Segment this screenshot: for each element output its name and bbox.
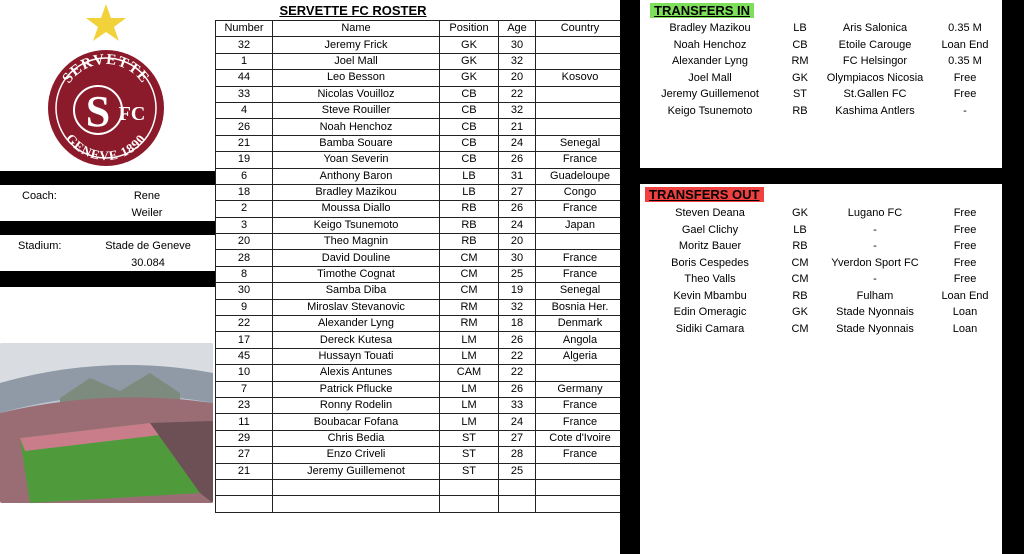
cell-name: Keigo Tsunemoto bbox=[273, 217, 440, 233]
cell-number: 10 bbox=[216, 365, 273, 381]
coach-last-name: Weiler bbox=[131, 207, 163, 219]
cell-name: Moussa Diallo bbox=[273, 201, 440, 217]
transfer-fee: Free bbox=[953, 256, 977, 269]
transfer-fee: 0.35 M bbox=[948, 55, 982, 67]
cell-number: 18 bbox=[216, 184, 273, 200]
cell-country bbox=[536, 365, 625, 381]
cell-age: 30 bbox=[499, 250, 536, 266]
cell-name: Chris Bedia bbox=[273, 430, 440, 446]
cell-age: 30 bbox=[499, 37, 536, 53]
coach-label: Coach: bbox=[22, 190, 57, 202]
table-row bbox=[216, 381, 625, 397]
cell-name bbox=[273, 479, 440, 495]
cell-position bbox=[440, 479, 499, 495]
cell-age: 22 bbox=[499, 365, 536, 381]
cell-position: GK bbox=[440, 53, 499, 69]
divider bbox=[0, 221, 215, 235]
cell-name: Leo Besson bbox=[273, 70, 440, 86]
cell-position: RM bbox=[440, 316, 499, 332]
roster-title: SERVETTE FC ROSTER bbox=[279, 3, 427, 18]
cell-name: Anthony Baron bbox=[273, 168, 440, 184]
cell-country: Guadeloupe bbox=[536, 168, 625, 184]
cell-number: 3 bbox=[216, 217, 273, 233]
transfer-club: St.Gallen FC bbox=[843, 88, 907, 100]
cell-age: 33 bbox=[499, 397, 536, 413]
cell-country: France bbox=[536, 414, 625, 430]
cell-number: 21 bbox=[216, 135, 273, 151]
transfer-fee: Free bbox=[953, 207, 977, 219]
cell-age: 31 bbox=[499, 168, 536, 184]
cell-name: Alexander Lyng bbox=[273, 316, 440, 332]
transfer-club: Stade Nyonnais bbox=[836, 306, 914, 318]
transfer-club: - bbox=[873, 223, 877, 236]
transfer-player: Edin Omeragic bbox=[673, 306, 747, 318]
table-row bbox=[216, 496, 625, 512]
cell-number: 28 bbox=[216, 250, 273, 266]
list-item bbox=[640, 86, 1000, 103]
transfer-player: Sidiki Camara bbox=[675, 322, 745, 335]
cell-number: 21 bbox=[216, 463, 273, 479]
transfer-fee: Free bbox=[953, 240, 977, 252]
cell-position: ST bbox=[440, 430, 499, 446]
cell-position: LB bbox=[440, 168, 499, 184]
table-row bbox=[216, 201, 625, 217]
cell-name: Hussayn Touati bbox=[273, 348, 440, 364]
cell-position: CM bbox=[440, 266, 499, 282]
list-item bbox=[640, 103, 1000, 120]
table-row bbox=[216, 135, 625, 151]
cell-country bbox=[536, 37, 625, 53]
cell-number: 9 bbox=[216, 299, 273, 315]
divider bbox=[0, 171, 215, 185]
cell-number: 17 bbox=[216, 332, 273, 348]
cell-country: Congo bbox=[536, 184, 625, 200]
cell-number: 30 bbox=[216, 283, 273, 299]
cell-position: RB bbox=[440, 201, 499, 217]
divider bbox=[1002, 0, 1024, 554]
header-age: Age bbox=[499, 21, 536, 37]
cell-name: Enzo Criveli bbox=[273, 447, 440, 463]
list-item bbox=[640, 20, 1000, 37]
cell-number: 26 bbox=[216, 119, 273, 135]
list-item bbox=[640, 304, 1000, 321]
cell-name: Dereck Kutesa bbox=[273, 332, 440, 348]
header-position: Position bbox=[440, 21, 499, 37]
cell-number: 7 bbox=[216, 381, 273, 397]
transfer-player: Noah Henchoz bbox=[673, 38, 747, 51]
cell-age: 24 bbox=[499, 217, 536, 233]
list-item bbox=[640, 222, 1000, 239]
transfer-position: CM bbox=[791, 273, 809, 285]
cell-number: 27 bbox=[216, 447, 273, 463]
cell-country bbox=[536, 119, 625, 135]
roster-table bbox=[215, 20, 625, 513]
stadium-photo bbox=[0, 343, 213, 503]
cell-position: CM bbox=[440, 283, 499, 299]
cell-age: 27 bbox=[499, 430, 536, 446]
cell-position: GK bbox=[440, 37, 499, 53]
table-row bbox=[216, 397, 625, 413]
transfer-club: Aris Salonica bbox=[842, 22, 908, 34]
table-row bbox=[216, 119, 625, 135]
transfer-fee: 0.35 M bbox=[948, 22, 982, 34]
transfer-fee: Loan End bbox=[941, 38, 989, 51]
list-item bbox=[640, 205, 1000, 222]
transfer-player: Steven Deana bbox=[675, 207, 745, 219]
table-row bbox=[216, 234, 625, 250]
cell-age bbox=[499, 496, 536, 512]
transfer-fee: Free bbox=[953, 273, 977, 285]
cell-country bbox=[536, 479, 625, 495]
transfer-club: Yverdon Sport FC bbox=[831, 256, 919, 269]
cell-number: 23 bbox=[216, 397, 273, 413]
cell-country: Algeria bbox=[536, 348, 625, 364]
transfer-fee: Free bbox=[953, 223, 977, 236]
list-item bbox=[640, 255, 1000, 272]
cell-country: France bbox=[536, 250, 625, 266]
table-row bbox=[216, 217, 625, 233]
divider bbox=[620, 168, 1024, 184]
cell-name: Nicolas Vouilloz bbox=[273, 86, 440, 102]
transfer-player: Alexander Lyng bbox=[671, 55, 749, 67]
cell-number: 33 bbox=[216, 86, 273, 102]
cell-age: 32 bbox=[499, 102, 536, 118]
cell-number bbox=[216, 479, 273, 495]
transfer-club: - bbox=[873, 273, 877, 285]
table-row bbox=[216, 283, 625, 299]
transfer-club: Olympiacos Nicosia bbox=[826, 71, 924, 84]
cell-name: Bamba Souare bbox=[273, 135, 440, 151]
list-item bbox=[640, 53, 1000, 70]
table-row bbox=[216, 102, 625, 118]
cell-name: Boubacar Fofana bbox=[273, 414, 440, 430]
transfer-fee: Loan bbox=[952, 322, 978, 335]
list-item bbox=[640, 238, 1000, 255]
transfer-position: CB bbox=[792, 38, 808, 51]
table-row bbox=[216, 447, 625, 463]
cell-age: 25 bbox=[499, 463, 536, 479]
stadium-name: Stade de Geneve bbox=[105, 240, 191, 252]
cell-country: Bosnia Her. bbox=[536, 299, 625, 315]
cell-age: 19 bbox=[499, 283, 536, 299]
cell-position: RB bbox=[440, 217, 499, 233]
cell-country bbox=[536, 53, 625, 69]
cell-age: 26 bbox=[499, 201, 536, 217]
cell-age: 27 bbox=[499, 184, 536, 200]
cell-position: CB bbox=[440, 86, 499, 102]
transfer-club: Fulham bbox=[856, 289, 894, 302]
transfer-player: Joel Mall bbox=[688, 71, 732, 84]
cell-number: 44 bbox=[216, 70, 273, 86]
transfer-player: Keigo Tsunemoto bbox=[667, 104, 753, 117]
transfer-club: Stade Nyonnais bbox=[836, 322, 914, 335]
club-logo bbox=[28, 2, 184, 170]
cell-country: Angola bbox=[536, 332, 625, 348]
transfer-position: CM bbox=[791, 256, 809, 269]
cell-age: 24 bbox=[499, 414, 536, 430]
roster-header-row bbox=[216, 21, 625, 37]
cell-number: 8 bbox=[216, 266, 273, 282]
cell-position: RB bbox=[440, 234, 499, 250]
cell-position: LB bbox=[440, 184, 499, 200]
transfers-in-title: TRANSFERS IN bbox=[650, 3, 754, 18]
cell-age: 26 bbox=[499, 152, 536, 168]
svg-text:SERVETTE: SERVETTE bbox=[59, 51, 153, 87]
table-row bbox=[216, 184, 625, 200]
transfer-player: Kevin Mbambu bbox=[673, 289, 747, 302]
cell-number: 45 bbox=[216, 348, 273, 364]
cell-number: 32 bbox=[216, 37, 273, 53]
transfer-position: ST bbox=[792, 88, 808, 100]
transfer-club: FC Helsingor bbox=[842, 55, 908, 67]
cell-age: 32 bbox=[499, 299, 536, 315]
cell-number: 2 bbox=[216, 201, 273, 217]
cell-number: 22 bbox=[216, 316, 273, 332]
cell-country: Japan bbox=[536, 217, 625, 233]
cell-number: 20 bbox=[216, 234, 273, 250]
transfer-position: GK bbox=[792, 306, 808, 318]
cell-age: 26 bbox=[499, 332, 536, 348]
transfer-position: LB bbox=[793, 22, 807, 34]
cell-name: Yoan Severin bbox=[273, 152, 440, 168]
header-name: Name bbox=[273, 21, 440, 37]
transfer-player: Jeremy Guillemenot bbox=[661, 88, 759, 100]
table-row bbox=[216, 414, 625, 430]
cell-name: Bradley Mazikou bbox=[273, 184, 440, 200]
cell-number: 6 bbox=[216, 168, 273, 184]
table-row bbox=[216, 86, 625, 102]
stadium-label: Stadium: bbox=[18, 240, 62, 252]
transfer-player: Gael Clichy bbox=[681, 223, 739, 236]
cell-position: CB bbox=[440, 152, 499, 168]
cell-country: Cote d'Ivoire bbox=[536, 430, 625, 446]
cell-country: France bbox=[536, 266, 625, 282]
cell-name bbox=[273, 496, 440, 512]
cell-position: RM bbox=[440, 299, 499, 315]
cell-age: 22 bbox=[499, 348, 536, 364]
cell-position: CB bbox=[440, 102, 499, 118]
cell-country bbox=[536, 102, 625, 118]
cell-position: LM bbox=[440, 381, 499, 397]
cell-name: Noah Henchoz bbox=[273, 119, 440, 135]
transfer-player: Theo Valls bbox=[684, 273, 736, 285]
table-row bbox=[216, 348, 625, 364]
table-row bbox=[216, 152, 625, 168]
cell-name: Joel Mall bbox=[273, 53, 440, 69]
table-row bbox=[216, 299, 625, 315]
list-item bbox=[640, 288, 1000, 305]
list-item bbox=[640, 70, 1000, 87]
transfer-fee: - bbox=[963, 104, 967, 117]
table-row bbox=[216, 332, 625, 348]
star-icon bbox=[86, 4, 126, 41]
table-row bbox=[216, 463, 625, 479]
transfer-fee: Loan bbox=[952, 306, 978, 318]
cell-country bbox=[536, 86, 625, 102]
transfer-player: Moritz Bauer bbox=[678, 240, 742, 252]
table-row bbox=[216, 53, 625, 69]
table-row bbox=[216, 430, 625, 446]
transfer-position: RB bbox=[792, 240, 808, 252]
transfer-club: Kashima Antlers bbox=[835, 104, 915, 117]
transfer-position: GK bbox=[792, 207, 808, 219]
cell-age: 20 bbox=[499, 70, 536, 86]
header-number: Number bbox=[216, 21, 273, 37]
transfer-position: RB bbox=[792, 289, 808, 302]
stadium-capacity: 30.084 bbox=[131, 257, 165, 269]
transfer-fee: Loan End bbox=[941, 289, 989, 302]
transfer-club: Etoile Carouge bbox=[838, 38, 912, 51]
cell-country: Germany bbox=[536, 381, 625, 397]
cell-position: CB bbox=[440, 135, 499, 151]
coach-first-name: Rene bbox=[133, 190, 161, 202]
cell-name: David Douline bbox=[273, 250, 440, 266]
cell-name: Jeremy Guillemenot bbox=[273, 463, 440, 479]
transfer-fee: Free bbox=[953, 71, 977, 84]
table-row bbox=[216, 37, 625, 53]
cell-name: Ronny Rodelin bbox=[273, 397, 440, 413]
cell-position: GK bbox=[440, 70, 499, 86]
cell-position: LM bbox=[440, 414, 499, 430]
svg-text:FC: FC bbox=[118, 103, 146, 125]
cell-age: 25 bbox=[499, 266, 536, 282]
table-row bbox=[216, 168, 625, 184]
cell-position: LM bbox=[440, 332, 499, 348]
transfer-club: Lugano FC bbox=[847, 207, 903, 219]
cell-country: France bbox=[536, 201, 625, 217]
transfer-position: RM bbox=[791, 55, 809, 67]
table-row bbox=[216, 266, 625, 282]
list-item bbox=[640, 321, 1000, 338]
cell-number bbox=[216, 496, 273, 512]
svg-text:S: S bbox=[85, 87, 111, 136]
divider bbox=[620, 0, 640, 554]
cell-name: Miroslav Stevanovic bbox=[273, 299, 440, 315]
cell-age: 24 bbox=[499, 135, 536, 151]
cell-name: Patrick Pflucke bbox=[273, 381, 440, 397]
cell-position: CB bbox=[440, 119, 499, 135]
cell-number: 1 bbox=[216, 53, 273, 69]
cell-age: 21 bbox=[499, 119, 536, 135]
cell-position: ST bbox=[440, 463, 499, 479]
cell-age: 22 bbox=[499, 86, 536, 102]
cell-country: Kosovo bbox=[536, 70, 625, 86]
cell-country bbox=[536, 234, 625, 250]
cell-country bbox=[536, 463, 625, 479]
list-item bbox=[640, 37, 1000, 54]
cell-position: LM bbox=[440, 397, 499, 413]
list-item bbox=[640, 271, 1000, 288]
header-country: Country bbox=[536, 21, 625, 37]
cell-number: 4 bbox=[216, 102, 273, 118]
cell-age bbox=[499, 479, 536, 495]
divider bbox=[0, 271, 215, 287]
cell-number: 29 bbox=[216, 430, 273, 446]
cell-position bbox=[440, 496, 499, 512]
transfers-out-title: TRANSFERS OUT bbox=[645, 187, 764, 202]
cell-age: 28 bbox=[499, 447, 536, 463]
transfer-club: - bbox=[873, 240, 877, 252]
cell-age: 32 bbox=[499, 53, 536, 69]
cell-age: 20 bbox=[499, 234, 536, 250]
cell-country: France bbox=[536, 397, 625, 413]
cell-name: Jeremy Frick bbox=[273, 37, 440, 53]
cell-country: France bbox=[536, 152, 625, 168]
cell-name: Steve Rouiller bbox=[273, 102, 440, 118]
cell-country: Denmark bbox=[536, 316, 625, 332]
cell-position: LM bbox=[440, 348, 499, 364]
transfer-position: CM bbox=[791, 322, 809, 335]
cell-position: CM bbox=[440, 250, 499, 266]
table-row bbox=[216, 365, 625, 381]
transfer-player: Bradley Mazikou bbox=[669, 22, 751, 34]
cell-country: Senegal bbox=[536, 283, 625, 299]
transfer-player: Boris Cespedes bbox=[671, 256, 749, 269]
transfer-position: RB bbox=[792, 104, 808, 117]
table-row bbox=[216, 316, 625, 332]
cell-name: Samba Diba bbox=[273, 283, 440, 299]
table-row bbox=[216, 250, 625, 266]
cell-age: 26 bbox=[499, 381, 536, 397]
cell-name: Theo Magnin bbox=[273, 234, 440, 250]
cell-number: 11 bbox=[216, 414, 273, 430]
cell-number: 19 bbox=[216, 152, 273, 168]
table-row bbox=[216, 70, 625, 86]
cell-name: Timothe Cognat bbox=[273, 266, 440, 282]
table-row bbox=[216, 479, 625, 495]
transfer-position: LB bbox=[793, 223, 807, 236]
cell-position: CAM bbox=[440, 365, 499, 381]
cell-country: Senegal bbox=[536, 135, 625, 151]
cell-country bbox=[536, 496, 625, 512]
cell-position: ST bbox=[440, 447, 499, 463]
cell-country: France bbox=[536, 447, 625, 463]
cell-age: 18 bbox=[499, 316, 536, 332]
cell-name: Alexis Antunes bbox=[273, 365, 440, 381]
transfer-position: GK bbox=[792, 71, 808, 84]
svg-text:GENEVE 1890: GENEVE 1890 bbox=[63, 130, 149, 164]
transfer-fee: Free bbox=[953, 88, 977, 100]
